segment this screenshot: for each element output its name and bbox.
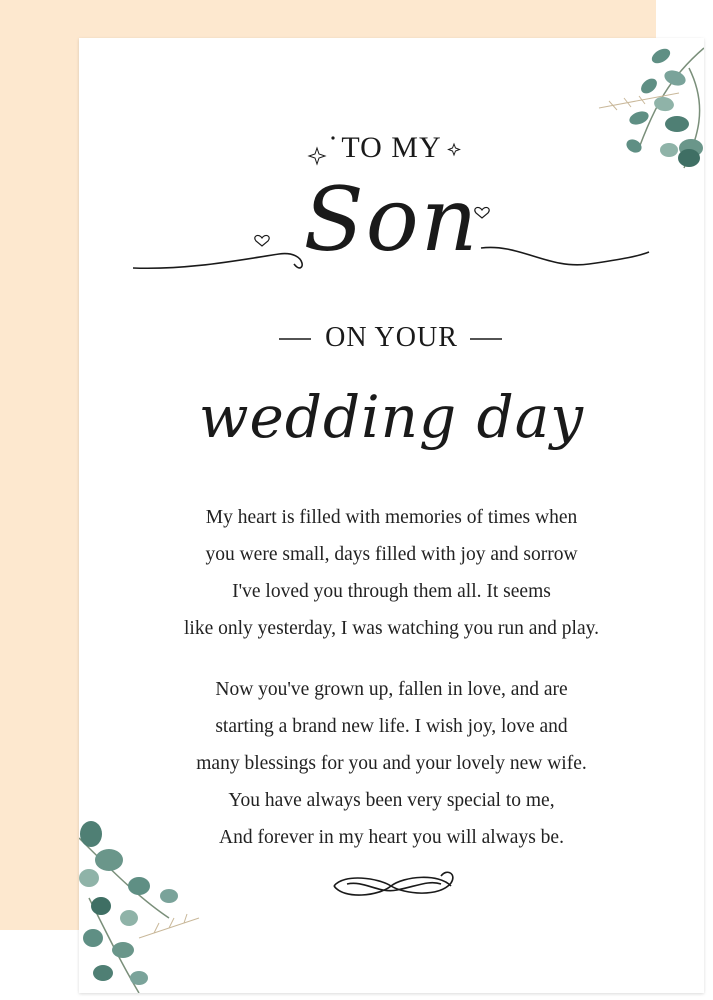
poem-line: you were small, days filled with joy and sorrow bbox=[205, 544, 578, 565]
poem-line: starting a brand new life. I wish joy, love and bbox=[215, 716, 568, 737]
script-wedding-day: wedding day bbox=[198, 383, 585, 451]
poem-line: And forever in my heart you will always be. bbox=[219, 827, 564, 848]
poem-line: My heart is filled with memories of times when bbox=[205, 507, 578, 528]
poem-stanza-1 bbox=[79, 499, 704, 647]
flourish-icon bbox=[334, 872, 453, 895]
greeting-card bbox=[79, 38, 704, 993]
poem-line: I've loved you through them all. It seems bbox=[232, 581, 551, 602]
poem-line: Now you've grown up, fallen in love, and are bbox=[215, 679, 568, 700]
poem-line: many blessings for you and your lovely new wife. bbox=[196, 753, 587, 774]
heading-to-my: TO MY bbox=[341, 131, 442, 164]
poem-line: You have always been very special to me, bbox=[228, 790, 555, 811]
poem-stanza-2 bbox=[79, 671, 704, 856]
heading-on-your: ON YOUR bbox=[325, 322, 458, 353]
poem-line: like only yesterday, I was watching you run and play. bbox=[184, 618, 599, 639]
script-son-title: Son bbox=[303, 168, 480, 271]
